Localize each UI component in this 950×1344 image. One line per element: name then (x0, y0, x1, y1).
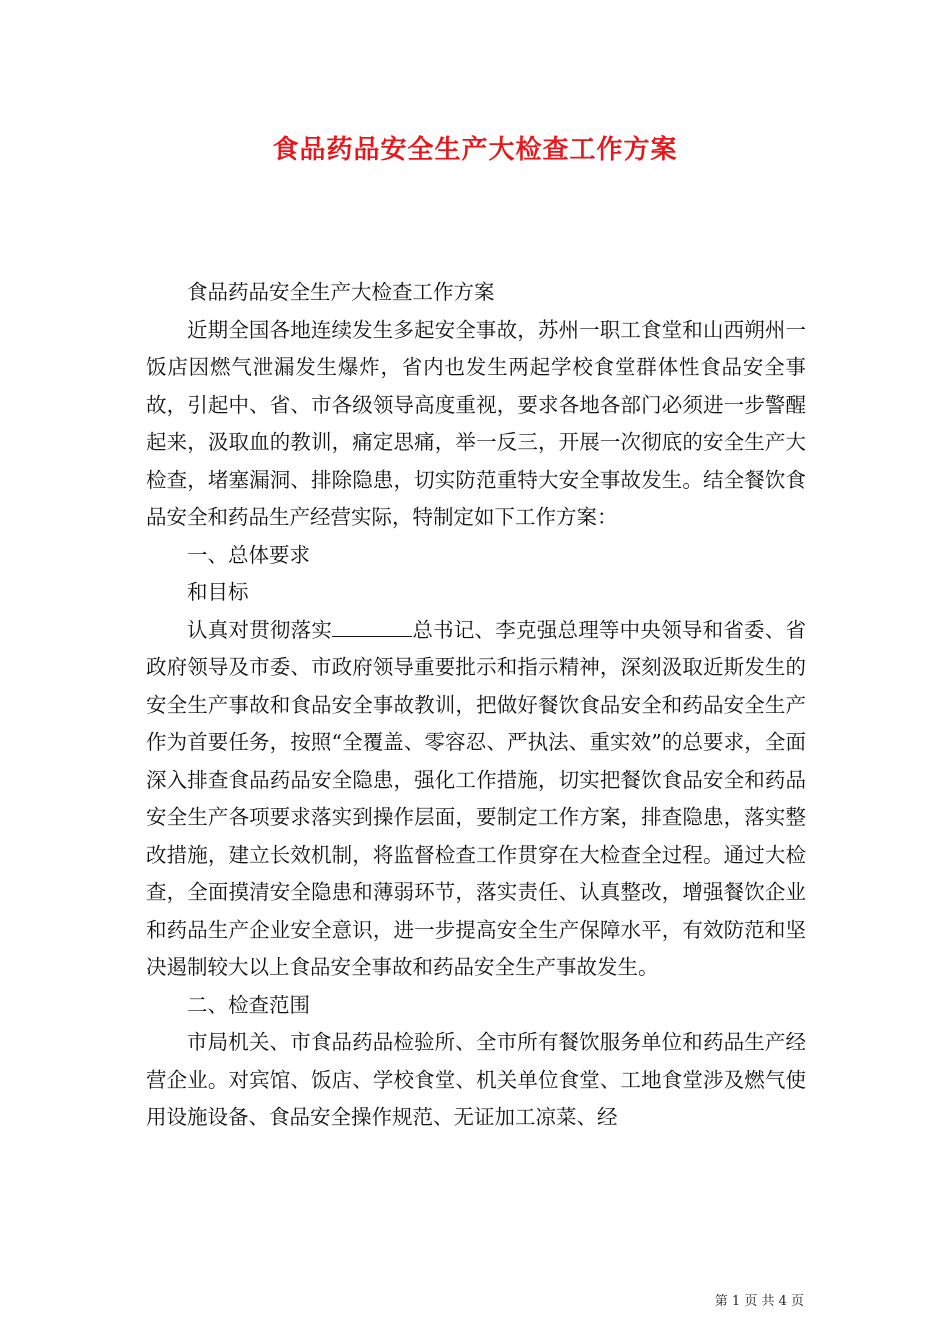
paragraph-heading: 食品药品安全生产大检查工作方案 (187, 280, 495, 304)
paragraph-requirements-start: 认真对贯彻落实 (187, 617, 333, 642)
page-number: 第 1 页 共 4 页 (714, 1294, 804, 1309)
section-heading-1-cont: 和目标 (187, 580, 249, 604)
section-heading-1: 一、总体要求 (187, 542, 310, 567)
section-heading-2: 二、检查范围 (187, 992, 310, 1017)
paragraph-scope: 市局机关、市食品药品检验所、全市所有餐饮服务单位和药品生产经营企业。对宾馆、饭店、学校食堂、机关单位食堂、工地食堂涉及燃气使用设施设备、食品安全操作规范、无证加工凉菜、经 (146, 1030, 806, 1129)
document-body (146, 274, 806, 1137)
paragraph-requirements-rest: 总书记、李克强总理等中央领导和省委、省政府领导及市委、市政府领导重要批示和指示精神，深刻汲取近斯发生的安全生产事故和食品安全事故教训，把做好餐饮食品安全和药品安全生产作为首要任务，按照“全覆盖、零容忍、严执法、重实效”的总要求，全面深入排查食品药品安全隐患，强化工作措施，切实把餐饮食品安全和药品安全生产各项要求落实到操作层面，要制定工作方案，排查隐患，落实整改措施，建立长效机制，将监督检查工作贯穿在大检查全过程。通过大检查，全面摸清安全隐患和薄弱环节，落实责任、认真整改，增强餐饮企业和药品生产企业安全意识，进一步提高安全生产保障水平，有效防范和坚决遏制较大以上食品安全事故和药品安全生产事故发生。 (146, 617, 807, 979)
paragraph-requirements (146, 612, 806, 987)
paragraph-intro: 近期全国各地连续发生多起安全事故，苏州一职工食堂和山西朔州一饭店因燃气泄漏发生爆炸，省内也发生两起学校食堂群体性食品安全事故，引起中、省、市各级领导高度重视，要求各地各部门必须进一步警醒起来，汲取血的教训，痛定思痛，举一反三，开展一次彻底的安全生产大检查，堵塞漏洞、排除隐患，切实防范重特大安全事故发生。结全餐饮食品安全和药品生产经营实际，特制定如下工作方案： (146, 317, 806, 529)
document-title: 食品药品安全生产大检查工作方案 (272, 135, 678, 165)
fill-in-blank (332, 635, 412, 637)
